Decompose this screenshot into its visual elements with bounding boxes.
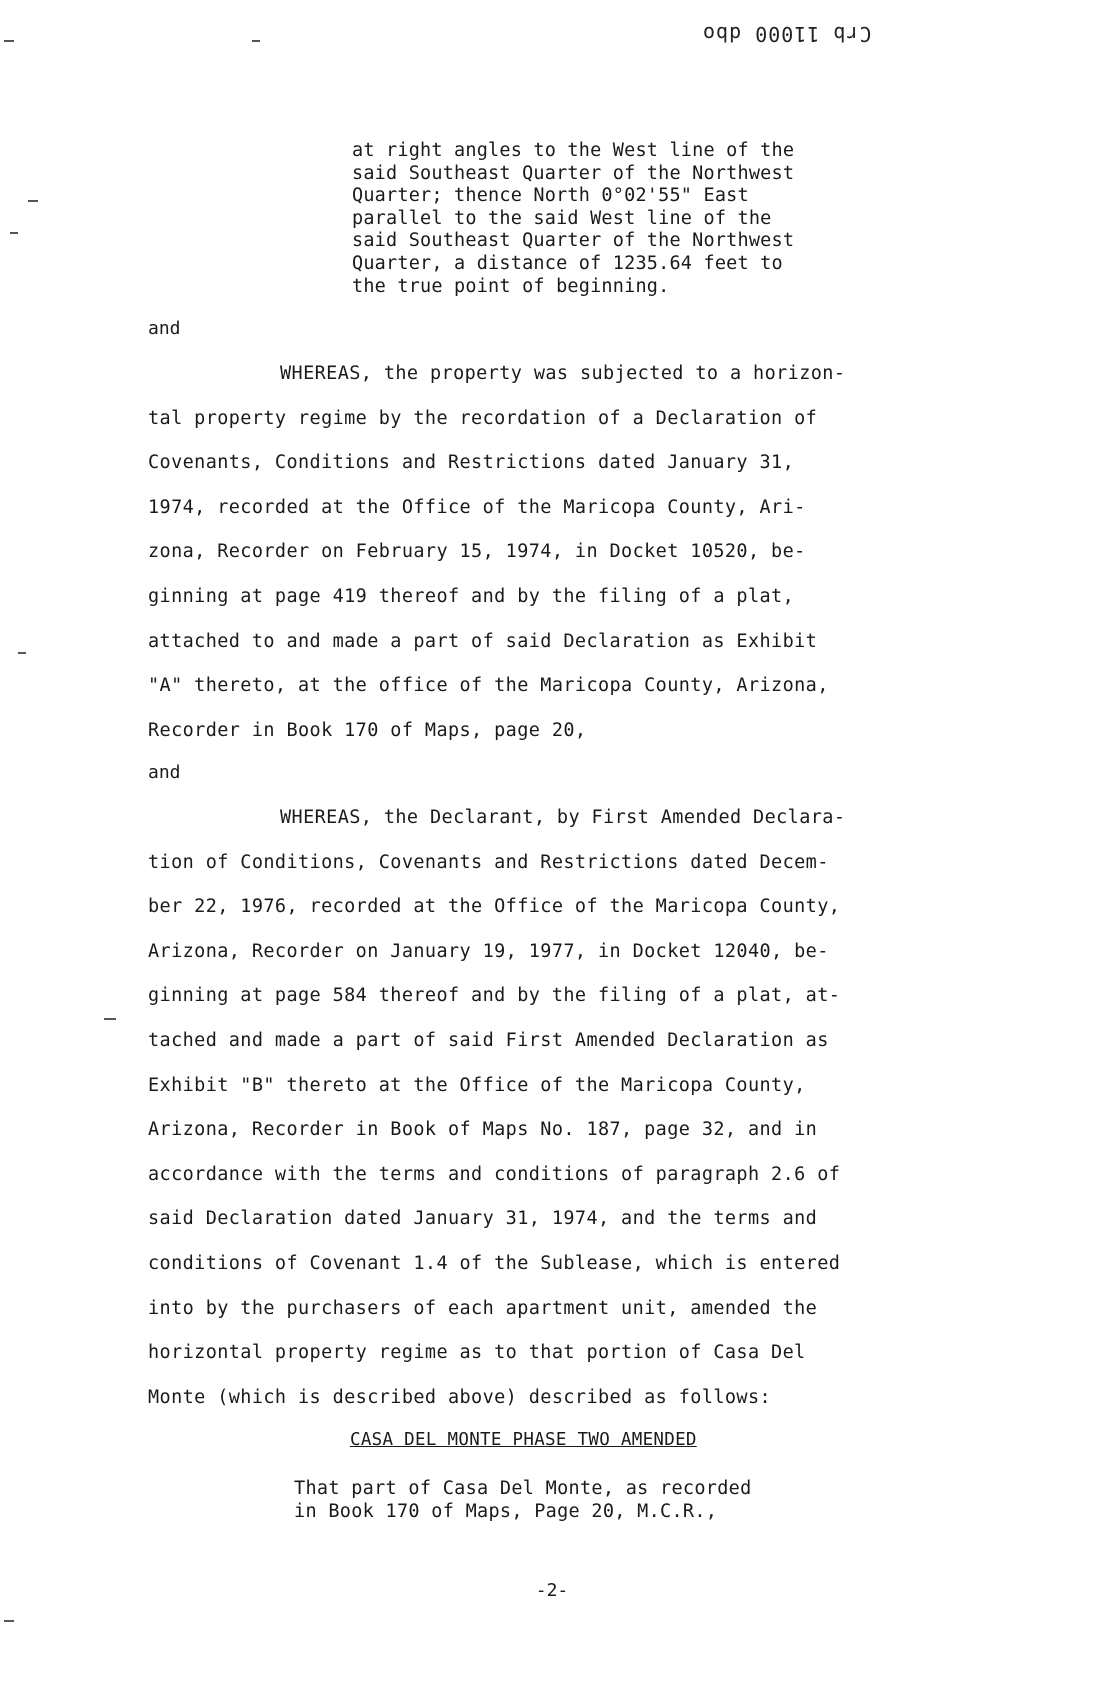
paragraph-line: attached to and made a part of said Declaration as Exhibit	[148, 630, 818, 652]
paragraph-line: Recorder in Book 170 of Maps, page 20,	[148, 719, 587, 741]
paragraph-line: ber 22, 1976, recorded at the Office of the Maricopa County,	[148, 896, 841, 918]
scan-speck	[4, 1620, 14, 1622]
paragraph-line: WHEREAS, the property was subjected to a horizon-	[280, 363, 846, 384]
paragraph-line: ginning at page 584 thereof and by the filing of a plat, at-	[148, 985, 841, 1007]
conjunction-and-2: and	[148, 762, 181, 783]
legal-line: the true point of beginning.	[352, 275, 670, 297]
paragraph-line: tal property regime by the recordation of a Declaration of	[148, 407, 818, 429]
legal-line: Quarter, a distance of 1235.64 feet to	[352, 252, 783, 274]
paragraph-line: Exhibit "B" thereto at the Office of the Maricopa County,	[148, 1074, 806, 1096]
paragraph-line: "A" thereto, at the office of the Maricopa County, Arizona,	[148, 675, 829, 697]
paragraph-line: ginning at page 419 thereof and by the filing of a plat,	[148, 585, 795, 607]
legal-line: That part of Casa Del Monte, as recorded	[294, 1478, 752, 1499]
paragraph-line: accordance with the terms and conditions of paragraph 2.6 of	[148, 1163, 841, 1185]
scan-speck	[18, 652, 26, 654]
page-number: -2-	[535, 1580, 569, 1601]
paragraph-line: Covenants, Conditions and Restrictions dated January 31,	[148, 452, 795, 474]
legal-line: Quarter; thence North 0°02'55" East	[352, 185, 749, 207]
conjunction-and-1: and	[148, 318, 181, 339]
paragraph-line: zona, Recorder on February 15, 1974, in Docket 10520, be-	[148, 541, 806, 563]
paragraph-line: said Declaration dated January 31, 1974, and the terms and	[148, 1208, 818, 1230]
paragraph-line: horizontal property regime as to that portion of Casa Del	[148, 1342, 806, 1364]
legal-line: said Southeast Quarter of the Northwest	[352, 230, 795, 252]
paragraph-line: conditions of Covenant 1.4 of the Sublease, which is entered	[148, 1252, 841, 1274]
paragraph-line: Monte (which is described above) described as follows:	[148, 1386, 772, 1408]
paragraph-line: into by the purchasers of each apartment unit, amended the	[148, 1297, 818, 1319]
whereas-paragraph-1	[148, 352, 968, 753]
scan-speck	[252, 40, 260, 42]
legal-line: said Southeast Quarter of the Northwest	[352, 162, 795, 184]
scan-speck	[4, 40, 14, 42]
paragraph-line: tached and made a part of said First Amended Declaration as	[148, 1029, 829, 1051]
scan-speck	[10, 232, 18, 234]
legal-line: in Book 170 of Maps, Page 20, M.C.R.,	[294, 1500, 718, 1522]
paragraph-line: Arizona, Recorder in Book of Maps No. 187, page 32, and in	[148, 1119, 818, 1141]
paragraph-line: tion of Conditions, Covenants and Restrictions dated Decem-	[148, 851, 829, 873]
legal-line: parallel to the said West line of the	[352, 207, 772, 229]
whereas-paragraph-2	[148, 796, 968, 1420]
legal-description-bottom	[294, 1478, 894, 1523]
scan-speck	[104, 1018, 116, 1020]
paragraph-line: WHEREAS, the Declarant, by First Amended Declara-	[280, 807, 846, 828]
legal-line: at right angles to the West line of the	[352, 140, 795, 161]
scan-speck	[28, 200, 38, 202]
paragraph-line: Arizona, Recorder on January 19, 1977, in Docket 12040, be-	[148, 940, 829, 962]
legal-description-top	[352, 140, 892, 298]
paragraph-line: 1974, recorded at the Office of the Maricopa County, Ari-	[148, 496, 806, 518]
recording-stamp: Crb 11000 dbo	[702, 22, 872, 46]
section-heading: CASA DEL MONTE PHASE TWO AMENDED	[350, 1430, 697, 1450]
